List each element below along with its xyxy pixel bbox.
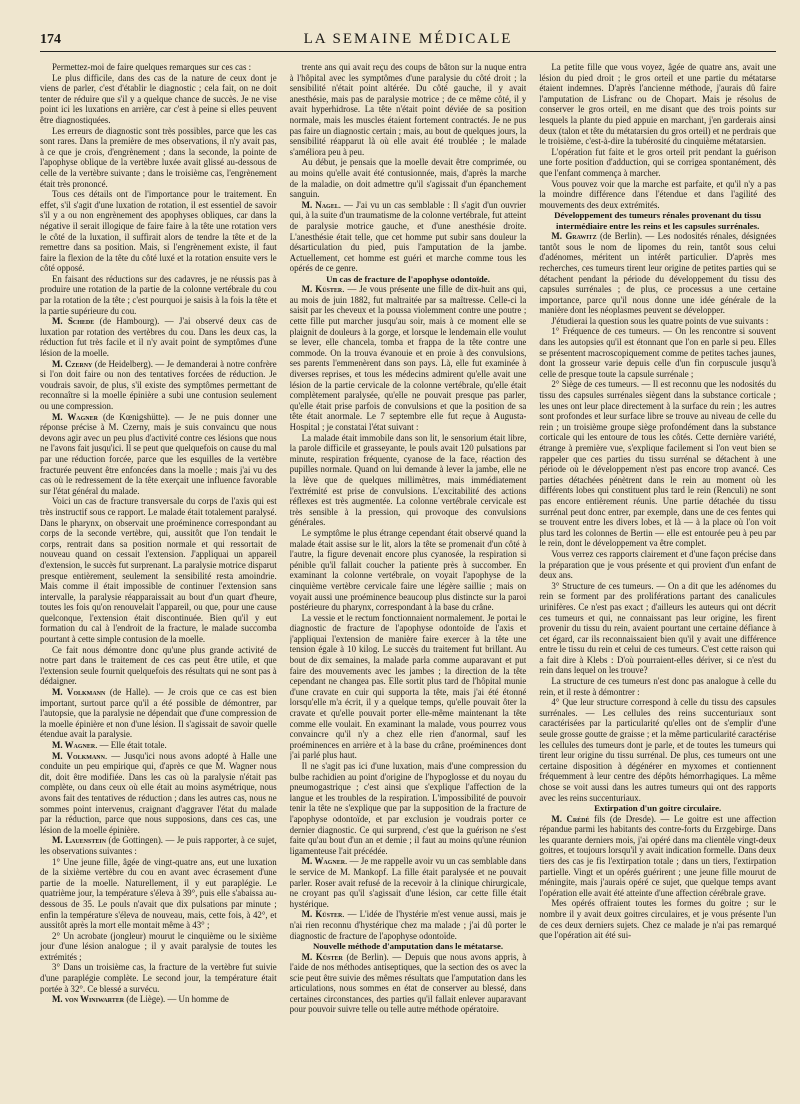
column-middle: [290, 62, 527, 1102]
paragraph: Le plus difficile, dans des cas de la nature de ceux dont je viens de parler, c'est d'établir le diagnostic ; cela fait, on ne doit tenter de réduire que s'il y a quelque chance de succès. Je ne vise point ici les luxations en arrière, car c'est à peine si elles peuvent être diagnostiquées.: [40, 72, 277, 125]
speaker-paragraph: [40, 687, 277, 740]
speaker-paragraph: [40, 359, 277, 412]
speaker-text: (de Berlin). — Les nodosités rénales, désignées tantôt sous le nom de lipomes du rein, tantôt sous celui d'adénomes, méritent un intérêt particulier. D'après mes recherches, ces tumeurs tirent leur origine de petites parties qui se détachent pendant la période du développement du tissu des capsules surrénales ; de plus, ce processus a une certaine importance, parce qu'il nous donne une idée générale de la manière dont les néoplasmes peuvent se développer.: [539, 231, 776, 316]
speaker-paragraph: [539, 231, 776, 316]
speaker-text: . — Je vous présente une fille de dix-huit ans qui, au mois de juin 1882, fut maltraitée par sa maîtresse. Celle-ci la saisit par les cheveux et la poussa violemment contre une poutre ; cette fille put marcher jusqu'au soir, mais à ce moment elle se plaignit de douleurs à la gorge, et lorsque le lendemain elle voulut se lever, elle chancela, tomba et frappa de la tête contre une commode. On la trouva évanouie et en proie à des convulsions, ses parents l'emmenèrent dans son pays. Là, elle fut examinée à diverses reprises, et tous les médecins admirent qu'elle avait une lésion de la partie cervicale de la colonne vertébrale, qu'elle était complètement paralysée, qu'elle ne pouvait presque pas parler, qu'elle était prise parfois de convulsions et que la position de sa tête était anormale. Le 7 septembre elle fut reçue à Augusta-Hospital ; je constatai l'état suivant :: [289, 284, 527, 432]
paragraph: Vous pouvez voir que la marche est parfaite, et qu'il n'y a pas la moindre différence dans l'étendue et dans l'agilité des mouvements des deux extrémités.: [539, 178, 776, 210]
speaker-paragraph: [40, 994, 277, 1005]
paragraph: 2° Un acrobate (jongleur) mourut le cinquième ou le sixième jour d'une lésion analogue ; il y avait paralysie de toutes les extrémités ;: [40, 930, 277, 962]
paragraph: 3° Structure de ces tumeurs. — On a dit que les adénomes du rein se forment par des proliférations partant des canalicules urinifères. Ce n'est pas exact ; d'ailleurs les auteurs qui ont décrit ces tumeurs et qui, ne connaissant pas leur origine, les firent provenir du tissu du rein, avaient pourtant une certaine défiance à cet égard, car ils reconnaissaient bien qu'il y avait une différence entre le tissu du rein et celui de ces tumeurs. C'est cette raison qui a fait dire à Klebs : D'où pourraient-elles dériver, si ce n'est du rein dans lequel on les trouve?: [539, 580, 776, 676]
paragraph: 1° Fréquence de ces tumeurs. — On les rencontre si souvent dans les autopsies qu'il est étonnant que l'on en parle si peu. Elles se présentent macroscopiquement comme de petites taches jaunes, dont la grosseur varie depuis celle d'un fin corpuscule jusqu'à celle de presque toute la capsule surrénale ;: [539, 326, 776, 379]
paragraph: La structure de ces tumeurs n'est donc pas analogue à celle du rein, et il reste à démontrer :: [539, 676, 776, 697]
paragraph: Les erreurs de diagnostic sont très possibles, parce que les cas sont rares. Dans la première de mes observations, il n'y avait pas, à ce que je crois, d'engrènement ; dans la seconde, la pointe de l'apophyse oblique de la vertèbre luxée avait glissé au-dessous de celle de la vertèbre suivante ; dans le troisième cas, l'engrènement était très prononcé.: [40, 125, 277, 189]
speaker-name: M. Küster: [301, 909, 343, 920]
journal-title: LA SEMAINE MÉDICALE: [303, 31, 513, 47]
speaker-name: M. Volkmann: [52, 750, 105, 761]
speaker-name: M. Nagel: [301, 199, 339, 210]
speaker-paragraph: [290, 909, 527, 941]
paragraph: Tous ces détails ont de l'importance pour le traitement. En effet, s'il s'agit d'une luxation de rotation, il est essentiel de savoir s'il y a ou non engrènement des apophyses obliques, car dans la négative il serait illogique de faire faire à la tête une rotation vers le côté de la luxation, il suffirait alors de tendre la tête et de la remettre dans sa position. Mais, si l'engrènement existe, il faut faire la flexion de la tête du côté luxé et la rotation ensuite vers le côté opposé.: [40, 189, 277, 274]
speaker-text: (de Berlin). — Depuis que nous avons appris, à l'aide de nos méthodes antiseptiques, que la section des os avec la scie peut être suivie des mêmes résultats que l'amputation dans les articulations, nous sommes en état de conserver au blessé, dans certaines circonstances, des parties qu'il fallait enlever auparavant pour pouvoir suivre telle ou telle autre méthode opératoire.: [289, 951, 527, 1015]
paragraph: 1° Une jeune fille, âgée de vingt-quatre ans, eut une luxation de la sixième vertèbre du cou en avant avec écrasement d'une partie de la moelle. Naturellement, il y eut paraplégie. Le quatrième jour, la température s'éleva à 39°, puis elle s'abaissa au-dessous de 35. Le pouls n'avait que dix pulsations par minute ; enfin la température s'éleva de nouveau, mais, cette fois, à 42°, et aussitôt après la mort elle montait même à 43° ;: [40, 856, 277, 931]
speaker-text: (de Kœnigshütte). — Je ne puis donner une réponse précise à M. Czerny, mais je suis convaincu que nous devons agir avec un peu plus d'activité contre ces lésions que nous ne l'avons fait jusqu'ici. Il se peut que quelquefois on cause du mal par une réduction forcée, parce que les esquilles de la vertèbre fracturée peuvent être enfoncées dans la moelle ; mais j'ai vu des cas où le redressement de la tête exerçait une influence favorable sur l'état général du malade.: [40, 411, 277, 496]
speaker-name: M. Lauenstein: [52, 835, 107, 846]
paragraph: 3° Dans un troisième cas, la fracture de la vertèbre fut suivie d'une paraplégie complète. Le second jour, la température était portée à 32°. Ce blessé a survécu.: [40, 962, 277, 994]
text-columns: [40, 62, 776, 1102]
speaker-paragraph: [290, 856, 527, 909]
paragraph: En faisant des réductions sur des cadavres, je ne réussis pas à produire une rotation de la partie de la colonne vertébrale du cou par la rotation de la tête ; c'est pourquoi je saisis à la fois la tête et la partie supérieure du cou.: [40, 273, 277, 316]
speaker-name: M. Schede: [52, 316, 95, 327]
paragraph: Mes opérés offraient toutes les formes du goitre ; sur le nombre il y avait deux goitres circulaires, et je vous présente l'un de ces deux derniers sujets. Chez ce malade je n'ai pas remarqué que l'opération ait été sui-: [539, 898, 776, 941]
speaker-name: M. von Winiwarter: [52, 994, 125, 1005]
paragraph: Vous verrez ces rapports clairement et d'une façon précise dans la préparation que je vous présente et qui provient d'un enfant de deux ans.: [539, 548, 776, 581]
speaker-paragraph: [40, 412, 277, 497]
paragraph: 2° Siège de ces tumeurs. — Il est reconnu que les nodosités du tissu des capsules surrénales siègent dans la substance corticale ; les unes ont leur place directement à la surface du rein ; les autres sont profondes et leur surface libre se trouve au niveau de celle du rein ; un troisième groupe siège profondément dans la substance corticale qui les entoure de tous les côtés. Cette dernière variété, étrange à première vue, s'explique facilement si l'on veut bien se rappeler que ces parties du tissu surrénal se détachent à une période où le développement n'est pas encore trop avancé. Ces parties détachées pénètrent dans le rein au moment où les différents lobes qui constituent plus tard le rein (Renculi) ne sont pas encore entièrement réunis. Une partie détachée du tissu surrénal peut donc entrer, par exemple, dans une de ces fentes qui se trouvent entre les divers lobes, et là — à la place où l'on voit plus tard les colonnes de Bertin — elle est entourée peu à peu par le rein, dont le développement va être complet.: [539, 379, 776, 549]
speaker-text: (de Liège). — Un homme de: [124, 994, 229, 1005]
paragraph: J'étudierai la question sous les quatre points de vue suivants :: [551, 315, 769, 326]
speaker-text: . — Je me rappelle avoir vu un cas semblable dans le service de M. Mankopf. La fille était paralysée et ne pouvait parler. Roser avait refusé de la recevoir à la clinique chirurgicale, ne croyant pas qu'il s'agissait d'une lésion, car cette fille était hystérique.: [289, 856, 527, 909]
page-number: 174: [40, 32, 61, 47]
speaker-paragraph: [290, 284, 527, 432]
speaker-text: (de Halle). — Je crois que ce cas est bien important, surtout parce qu'il a été possible de démontrer, par l'autopsie, que la paralysie ne dépendait que d'une compression de la moelle épinière et non d'une lésion. Il s'agissait de savoir quelle étendue avait la paralysie.: [40, 687, 277, 740]
speaker-paragraph: [40, 740, 277, 751]
speaker-paragraph: [40, 316, 277, 358]
paragraph: La petite fille que vous voyez, âgée de quatre ans, avait une lésion du pied droit ; le gros orteil et une partie du métatarse étaient indemnes. D'après l'ancienne méthode, j'aurais dû faire l'amputation de Lisfranc ou de Chopart. Mais je résolus de conserver le gros orteil, en me disant que des trois points sur lesquels la plante du pied appuie en marchant, j'en garderais ainsi deux (talon et tête du métatarsien du gros orteil) et ne perdrais que le troisième, c'est-à-dire la tubérosité du cinquième métatarsien.: [539, 62, 776, 147]
column-left: [40, 62, 277, 1102]
speaker-name: M. Czerny: [52, 358, 93, 369]
paragraph: trente ans qui avait reçu des coups de bâton sur la nuque entra à l'hôpital avec les symptômes d'une paralysie du côté droit ; la sensibilité n'était point altérée. Du côté gauche, il y avait anesthésie, mais pas de paralysie motrice ; de ce même côté, il y avait hyperhidrose. La tête n'était point déviée de sa position normale, mais les muscles étaient fortement contractés. Je ne pus pas faire un diagnostic certain ; mais, au bout de quelques jours, la sensibilité réapparut là où elle avait été troublée ; le malade s'améliora peu à peu.: [289, 62, 527, 157]
paragraph: Voici un cas de fracture transversale du corps de l'axis qui est très instructif sous ce rapport. Le malade était totalement paralysé. Dans le pharynx, on observait une proéminence correspondant au corps de la seconde vertèbre, qui, aussitôt que l'on tendait le corps, rentrait dans sa position normale et qui ressortait de nouveau quand on cessait l'extension. J'appliquai un appareil d'extension, le succès fut surprenant. La paralysie motrice disparut presque entièrement, seulement la sensibilité resta amoindrie. Mais comme il était impossible de continuer l'extension sans intervalle, la paralysie réapparaissait au bout d'un quart d'heure, toutes les fois qu'on renouvelait l'appareil, ou que, pour une cause quelconque, l'extension était discontinuée. Bien qu'il y eut formation du cal à l'endroit de la fracture, le malade succomba pourtant à cette simple contusion de la moelle.: [40, 496, 277, 645]
speaker-text: . — Elle était totale.: [95, 740, 167, 750]
speaker-text: (de Gottingen). — Je puis rapporter, à ce sujet, les observations suivantes :: [40, 835, 277, 856]
speaker-name: M. Wagner: [52, 411, 98, 422]
speaker-name: M. Crédé: [551, 813, 590, 824]
paragraph: 4° Que leur structure correspond à celle du tissu des capsules surrénales. — Les cellules des reins succenturiaux sont caractérisées par la particularité qu'elles ont de s'emplir d'une seule grosse goutte de graisse ; et la même particularité caractérise les cellules des tumeurs dont je parle, et de toutes les tumeurs qui tirent leur origine du tissu surrénal. De plus, ces tumeurs ont une certaine disposition à dégénérer en myxomes et contiennent fréquemment à leur centre des dépôts hémorrhagiques. La même chose se voit aussi dans les autres tumeurs qui ont des rapports avec les reins succenturiaux.: [539, 697, 776, 803]
paragraph: Le symptôme le plus étrange cependant était observé quand la malade était assise sur le lit, alors la tête se promenait d'un côté à l'autre, la figure devenait encore plus cyanosée, la respiration si pénible qu'il fallait coucher la patiente près à succomber. En examinant la colonne vertébrale, on voyait l'apophyse de la cinquième vertèbre cervicale faire une légère saillie ; mais on voyait aussi une proéminence beaucoup plus distincte sur la paroi postérieure du pharynx, correspondant à la base du crâne.: [289, 527, 527, 613]
speaker-name: M. Wagner: [52, 740, 96, 750]
speaker-text: . — J'ai vu un cas semblable : Il s'agit d'un ouvrier qui, à la suite d'un traumatisme de la colonne vertébrale, fut atteint de paralysie motrice gauche, et d'une anesthésie droite. L'anesthésie était telle, que cet homme put subir sans douleur la désarticulation du pied, puis l'amputation de la jambe. Actuellement, cet homme est guéri et marche comme tous les opérés de ce genre.: [289, 199, 527, 274]
page-header: [40, 22, 776, 52]
speaker-text: . — L'idée de l'hystérie m'est venue aussi, mais je n'ai rien reconnu d'hystérique chez ma malade ; j'ai dû porter le diagnostic de fracture de l'apophyse odontoïde.: [289, 909, 527, 941]
speaker-name: M. Volkmann: [52, 687, 106, 698]
speaker-paragraph: [290, 200, 527, 274]
speaker-text: (de Hambourg). — J'ai observé deux cas de luxation par rotation des vertèbres du cou. Dans les deux cas, la réduction fut très facile et il n'y avait point de symptômes d'une lésion de la moelle.: [40, 316, 277, 359]
speaker-paragraph: [40, 835, 277, 856]
paragraph: L'opération fut faite et le gros orteil prit pendant la guérison une forte position d'adduction, qui se corrigea spontanément, dès que l'enfant commença à marcher.: [539, 146, 776, 178]
section-heading: Un cas de fracture de l'apophyse odontoïde.: [326, 273, 490, 284]
speaker-paragraph: [539, 814, 776, 899]
paragraph: La vessie et le rectum fonctionnaient normalement. Je portai le diagnostic de fracture de l'apophyse odontoïde de l'axis et j'appliquai l'extension de manière faire exercer à la tête une tension égale à 10 kilog. Le succès du traitement fut brillant. Au bout de dix semaines, la malade parla comme auparavant et put faire des mouvements avec les jambes ; la direction de la tête cependant ne changea pas. Elle sortit plus tard de l'hôpital munie d'une cravate en cuir qui supporta la tête, mais j'ai été étonné lorsqu'elle m'a écrit, il y a quelque temps, qu'elle pouvait ôter la cravate et qu'elle pouvait porter elle-même maintenant la tête comme elle voulait. En examinant la malade, vous pourrez vous convaincre qu'il n'y a chez elle rien d'anormal, sauf les proéminences en arrière et à la base du crâne, proéminences dont j'ai parlé plus haut.: [289, 612, 527, 761]
paragraph: Ce fait nous démontre donc qu'une plus grande activité de notre part dans le traitement de ces cas peut être utile, et que l'extension seule fournit quelquefois des résultats qui ne sont pas à dédaigner.: [40, 644, 277, 687]
speaker-text: . — Jusqu'ici nous avons adopté à Halle une conduite un peu empirique qui, d'après ce que M. Wagner nous dit, doit être modifiée. Dans les cas où la paralysie n'était pas complète, ou dans ceux où elle était au moins asymétrique, nous avons fait des tentatives de réduction ; dans les autres cas, nous ne sommes point intervenus, craignant d'aggraver l'état du malade par la réduction, parce que nous supposions, dans ces cas, une lésion de la moelle épinière.: [40, 750, 277, 835]
paragraph: Permettez-moi de faire quelques remarques sur ces cas :: [52, 62, 252, 72]
speaker-paragraph: [290, 952, 527, 1016]
section-heading: Nouvelle méthode d'amputation dans le métatarse.: [312, 941, 504, 952]
speaker-name: M. Küster: [301, 951, 343, 962]
paragraph: Il ne s'agit pas ici d'une luxation, mais d'une compression du bulbe rachidien au point d'origine de l'hypoglosse et du noyau du pneumogastrique ; c'est ainsi que s'explique l'affection de la langue et les troubles de la respiration. L'impossibilité de pouvoir tenir la tête ne s'explique que par la supposition de la fracture de l'apophyse odontoïde, et par exclusion je voudrais porter ce dernier diagnostic. Ce qui surprend, c'est que la guérison ne s'est faite qu'au bout d'un an et demie ; il faut au moins qu'une réunion ligamenteuse l'ait précédée.: [289, 761, 527, 856]
speaker-paragraph: [40, 751, 277, 836]
column-right: [539, 62, 776, 1102]
speaker-text: (de Heidelberg). — Je demanderai à notre confrère si l'on doit faire ou non des tentatives forcées de réduction. Je voudrais savoir, de plus, s'il existe des symptômes permettant de reconnaître si la moelle épinière a subi une contusion seulement ou une compression.: [40, 358, 277, 411]
paragraph: La malade était immobile dans son lit, le sensorium était libre, la parole difficile et grasseyante, le pouls avait 120 pulsations par minute, respiration fréquente, cyanose de la face, réaction des pupilles normale. Quand on lui demande à lever la jambe, elle ne la lève que de quelques millimètres, mais immédiatement l'extrémité est prise de convulsions. L'excitabilité des actions réflexes est très augmentée. La colonne vertébrale cervicale est très sensible à la pression, qui provoque des convulsions générales.: [289, 432, 527, 528]
section-heading: Extirpation d'un goitre circulaire.: [594, 803, 722, 814]
speaker-name: M. Wagner: [301, 856, 346, 867]
paragraph: Au début, je pensais que la moelle devait être comprimée, ou au moins qu'elle avait été contusionnée, mais, d'après la marche de la maladie, on doit admettre qu'il s'agissait d'un épanchement sanguin.: [289, 157, 527, 200]
section-heading: Développement des tumeurs rénales provenant du tissu intermédiaire entre les reins et les capsules surrénales.: [554, 210, 762, 231]
speaker-name: M. Küster: [301, 284, 343, 295]
speaker-name: M. Grawitz: [551, 231, 597, 242]
speaker-text: fils (de Dresde). — Le goitre est une affection répandue parmi les habitants des contre-forts du Erzgebirge. Dans les quarante derniers mois, j'ai opéré dans ma clientèle vingt-deux goitres, et toujours lorsqu'il y avait indication formelle. Dans deux tiers des cas je fis l'extirpation totale ; dans un tiers, l'extirpation partielle. Vingt et un opérés guérirent ; une jeune fille mourut de méningite, mais j'aurais opéré ce sujet, que quelque temps avant l'opération elle avait été atteinte d'une affection cérébrale grave.: [539, 813, 776, 898]
